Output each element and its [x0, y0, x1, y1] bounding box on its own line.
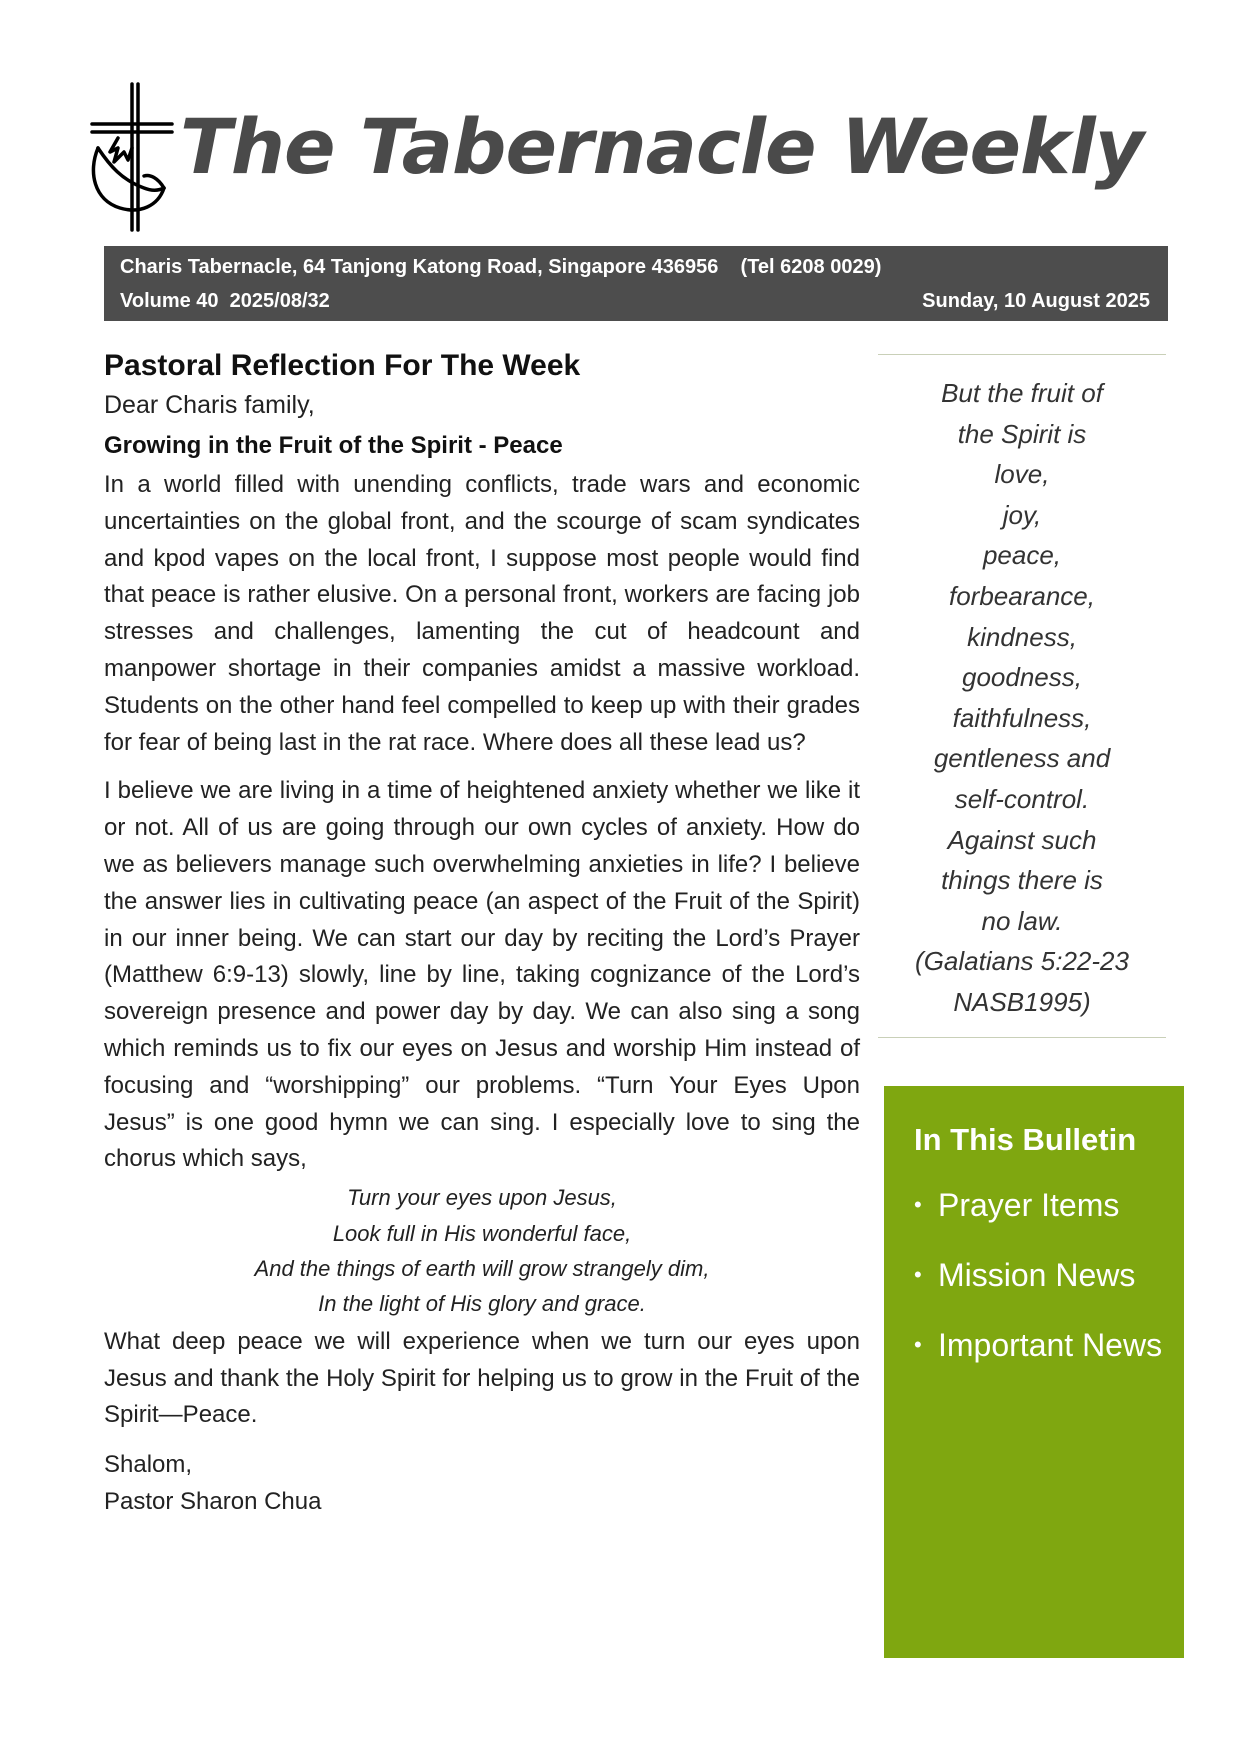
hymn-line: Look full in His wonderful face,	[332, 1220, 632, 1246]
verse-line: Against such	[947, 824, 1097, 855]
verse-line: peace,	[982, 540, 1062, 571]
newsletter-title: The Tabernacle Weekly	[180, 102, 1144, 191]
verse-line: forbearance,	[949, 580, 1095, 611]
verse-line: no law.	[981, 905, 1063, 936]
hymn-line: In the light of His glory and grace.	[318, 1291, 646, 1317]
bulletin-item-label: Important News	[938, 1327, 1163, 1363]
bulletin-item-label: Prayer Items	[938, 1187, 1120, 1223]
bulletin-item-label: Mission News	[938, 1257, 1136, 1293]
bullet-icon: •	[914, 1192, 922, 1217]
verse-line: faithfulness,	[952, 702, 1092, 733]
verse-line: kindness,	[967, 621, 1077, 652]
verse-line: self-control.	[954, 783, 1090, 814]
bulletin-list	[914, 1180, 1164, 1370]
signoff-salutation: Shalom,	[104, 1451, 193, 1479]
article-subheading: Growing in the Fruit of the Spirit - Peace	[104, 432, 563, 459]
bullet-icon: •	[914, 1262, 922, 1287]
article-paragraph: I believe we are living in a time of heightened anxiety whether we like it or not. All of us are going through our own cycles of anxiety. How do we as believers manage such overwhelming anxieties in life? I believe the answer lies in cultivating peace (an aspect of the Fruit of the Spirit) in our inner being. We can start our day by reciting the Lord’s Prayer (Matthew 6:9-13) slowly, line by line, taking cognizance of the Lord’s sovereign presence and power day by day. We can also sing a song which reminds us to fix our eyes on Jesus and worship Him instead of focusing and “worshipping” our problems. “Turn Your Eyes Upon Jesus” is one good hymn we can sing. I especially love to sing the chorus which says,	[104, 777, 860, 1173]
in-this-bulletin-box	[884, 1086, 1184, 1658]
volume-number: Volume 40 2025/08/32	[120, 290, 330, 312]
signoff	[104, 1446, 860, 1520]
bulletin-heading: In This Bulletin	[914, 1122, 1137, 1157]
verse-line: joy,	[1002, 499, 1042, 530]
bulletin-item-mission-news[interactable]	[914, 1250, 1164, 1300]
pastoral-article	[104, 345, 860, 1520]
info-bar	[104, 246, 1168, 321]
church-address: Charis Tabernacle, 64 Tanjong Katong Road, Singapore 436956 (Tel 6208 0029)	[120, 256, 882, 278]
bullet-icon: •	[914, 1332, 922, 1357]
scripture-verse	[878, 354, 1166, 1038]
article-paragraph: In a world filled with unending conflicts, trade wars and economic uncertainties on the global front, and the scourge of scam syndicates and kpod vapes on the local front, I suppose most people would find that peace is rather elusive. On a personal front, workers are facing job stresses and challenges, lamenting the cut of headcount and manpower shortage in their companies amidst a massive workload. Students on the other hand feel compelled to keep up with their grades for fear of being last in the rat race. Where does all these lead us?	[104, 471, 860, 756]
verse-line: love,	[994, 459, 1050, 490]
greeting: Dear Charis family,	[104, 391, 315, 419]
verse-line: (Galatians 5:22-23	[915, 946, 1129, 977]
cross-and-flame-icon	[88, 82, 176, 232]
author-name: Pastor Sharon Chua	[104, 1488, 322, 1516]
article-heading: Pastoral Reflection For The Week	[104, 349, 581, 382]
hymn-line: And the things of earth will grow strangely dim,	[254, 1255, 710, 1281]
verse-line: things there is	[941, 865, 1103, 896]
bulletin-item-prayer-items[interactable]	[914, 1180, 1164, 1230]
verse-line: goodness,	[962, 662, 1082, 693]
verse-line: the Spirit is	[957, 418, 1087, 449]
masthead	[88, 82, 1168, 232]
issue-date: Sunday, 10 August 2025	[922, 290, 1150, 312]
info-row-address	[120, 252, 1150, 286]
article-closing: What deep peace we will experience when we turn our eyes upon Jesus and thank the Holy Spirit for helping us to grow in the Fruit of the Spirit—Peace.	[104, 1327, 860, 1429]
verse-line: gentleness and	[933, 743, 1111, 774]
verse-line: But the fruit of	[941, 378, 1103, 408]
hymn-line: Turn your eyes upon Jesus,	[347, 1185, 617, 1211]
hymn-quote	[104, 1180, 860, 1322]
verse-line: NASB1995)	[953, 986, 1091, 1017]
bulletin-item-important-news[interactable]	[914, 1320, 1164, 1370]
info-row-volume	[120, 286, 1150, 320]
